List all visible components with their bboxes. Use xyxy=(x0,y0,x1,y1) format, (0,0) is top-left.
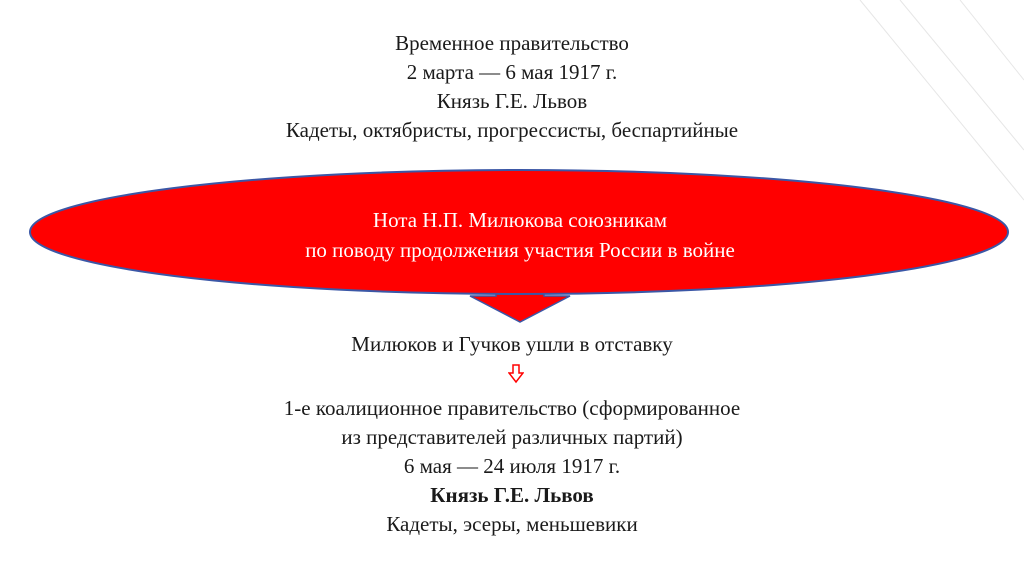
down-arrow-outline-icon xyxy=(508,364,524,384)
note-oval-text xyxy=(0,205,1024,265)
coalition-parties: Кадеты, эсеры, меньшевики xyxy=(386,512,638,536)
government-parties: Кадеты, октябристы, прогрессисты, беспартийные xyxy=(285,118,739,142)
coalition-head: Князь Г.Е. Львов xyxy=(430,483,594,507)
coalition-subtitle: из представителей различных партий) xyxy=(341,425,683,449)
coalition-dates: 6 мая — 24 июля 1917 г. xyxy=(403,454,621,478)
government-dates: 2 марта — 6 мая 1917 г. xyxy=(406,60,618,84)
note-line-2: по поводу продолжения участия России в войне xyxy=(305,238,735,262)
government-head: Князь Г.Е. Львов xyxy=(436,89,588,113)
note-line-1: Нота Н.П. Милюкова союзникам xyxy=(372,208,668,232)
coalition-title: 1-е коалиционное правительство (сформированное xyxy=(283,396,741,420)
coalition-government-info xyxy=(0,394,1024,539)
resignation-text: Милюков и Гучков ушли в отставку xyxy=(351,332,673,356)
government-title: Временное правительство xyxy=(395,31,629,55)
